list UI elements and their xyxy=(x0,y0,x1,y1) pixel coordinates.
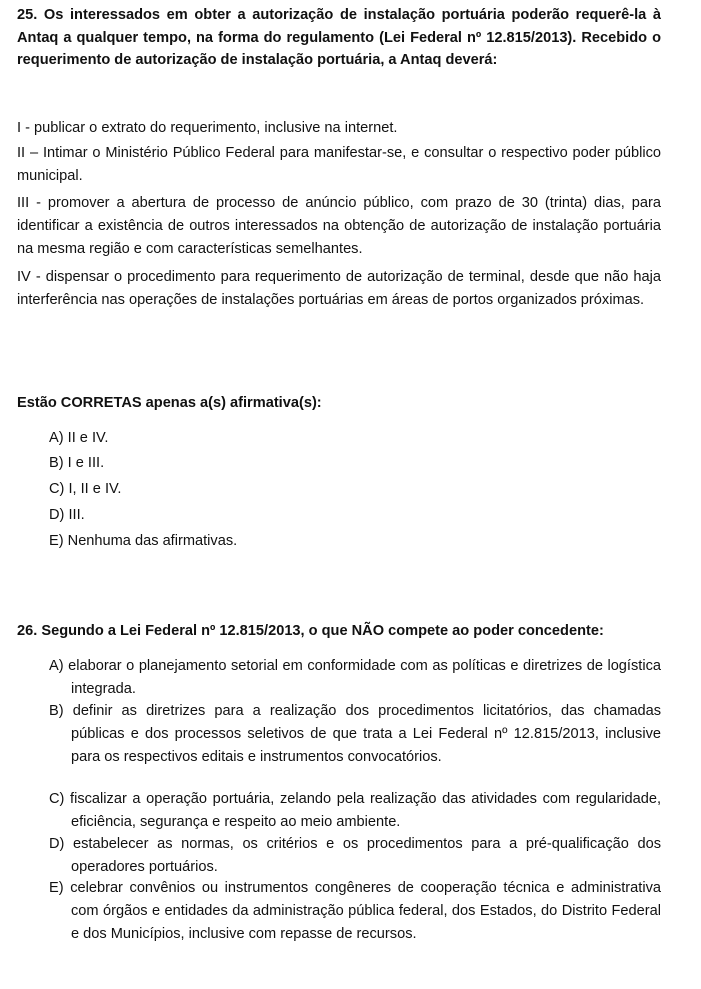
q26-option-a[interactable] xyxy=(49,655,661,701)
q26-option-b[interactable] xyxy=(49,700,661,769)
q25-statement-ii: II – Intimar o Ministério Público Federal para manifestar-se, e consultar o respectivo poder público municipal. xyxy=(17,145,661,184)
q26-option-b-text: B) definir as diretrizes para a realização dos procedimentos licitatórios, das chamadas públicas e dos processos seletivos de que trata a Lei Federal nº 12.815/2013, inclusive para os respectivos editais e instrumentos convocatórios. xyxy=(49,703,661,765)
q25-option-b[interactable]: B) I e III. xyxy=(49,455,105,471)
q26-option-c[interactable] xyxy=(49,788,661,834)
q25-statement-iv: IV - dispensar o procedimento para requerimento de autorização de terminal, desde que não haja interferência nas operações de instalações portuárias em áreas de portos organizados próximas. xyxy=(17,269,661,308)
q25-option-d[interactable]: D) III. xyxy=(49,507,85,523)
q25-prompt: Estão CORRETAS apenas a(s) afirmativa(s): xyxy=(17,395,322,411)
q26-option-d-text: D) estabelecer as normas, os critérios e os procedimentos para a pré-qualificação dos operadores portuários. xyxy=(49,836,661,875)
q25-option-a[interactable]: A) II e IV. xyxy=(49,430,109,446)
question-26-stem: 26. Segundo a Lei Federal nº 12.815/2013, o que NÃO compete ao poder concedente: xyxy=(17,623,604,639)
q25-statement-i: I - publicar o extrato do requerimento, inclusive na internet. xyxy=(17,120,398,136)
question-25-stem: 25. Os interessados em obter a autorização de instalação portuária poderão requerê-la à Antaq a qualquer tempo, na forma do regulamento (Lei Federal nº 12.815/2013). Recebido o requerimento de autorização de instalação portuária, a Antaq deverá: xyxy=(17,7,661,68)
q25-option-c[interactable]: C) I, II e IV. xyxy=(49,481,122,497)
q26-option-d[interactable] xyxy=(49,833,661,879)
q26-option-e-text: E) celebrar convênios ou instrumentos congêneres de cooperação técnica e administrativa com órgãos e entidades da administração pública federal, dos Estados, do Distrito Federal e dos Municípios, inclusive com repasse de recursos. xyxy=(49,880,661,942)
q25-option-e[interactable]: E) Nenhuma das afirmativas. xyxy=(49,533,238,549)
q26-option-a-text: A) elaborar o planejamento setorial em conformidade com as políticas e diretrizes de logística integrada. xyxy=(49,658,661,697)
q26-option-e[interactable] xyxy=(49,877,661,946)
q26-option-c-text: C) fiscalizar a operação portuária, zelando pela realização das atividades com regularidade, eficiência, segurança e respeito ao meio ambiente. xyxy=(49,791,661,830)
q25-statement-iii: III - promover a abertura de processo de anúncio público, com prazo de 30 (trinta) dias, para identificar a existência de outros interessados na obtenção de autorização de instalação portuária na mesma região e com características semelhantes. xyxy=(17,195,661,257)
